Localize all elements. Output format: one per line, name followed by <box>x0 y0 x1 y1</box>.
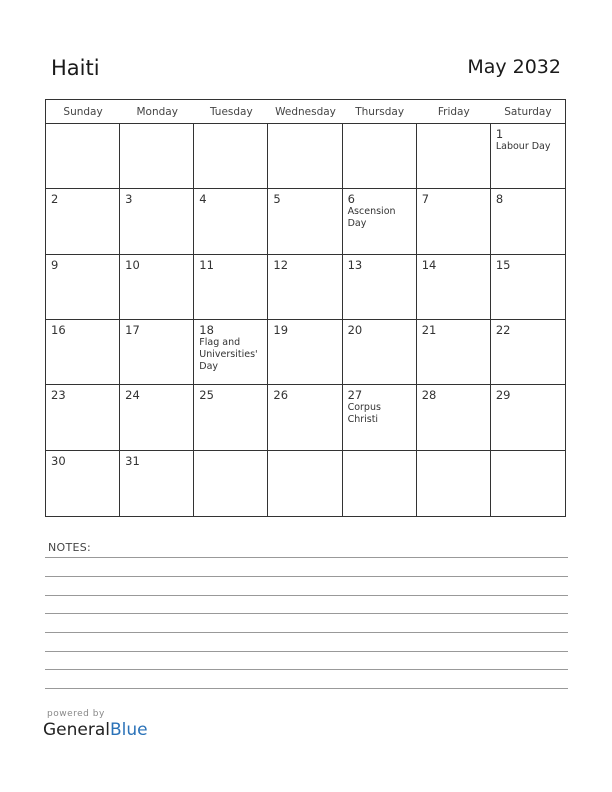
day-number: 26 <box>273 388 289 403</box>
day-cell <box>491 385 565 450</box>
powered-by-text: powered by <box>47 709 105 719</box>
day-number: 9 <box>51 257 59 272</box>
day-cell <box>491 255 565 320</box>
day-number: 27 <box>347 388 363 403</box>
day-number: 1 <box>495 127 504 141</box>
day-cell <box>343 320 417 385</box>
day-cell <box>120 451 194 516</box>
weekday-header: Saturday <box>491 100 565 124</box>
notes-line <box>45 688 568 689</box>
day-number: 20 <box>347 323 363 337</box>
day-number: 4 <box>199 192 207 207</box>
day-cell <box>120 255 194 320</box>
day-number: 7 <box>421 192 430 207</box>
brand-blue: Blue <box>110 720 148 740</box>
day-cell <box>268 189 342 254</box>
day-number: 25 <box>199 388 214 403</box>
day-cell <box>268 385 342 450</box>
day-number: 6 <box>347 192 355 207</box>
day-cell <box>417 124 491 189</box>
day-number: 15 <box>495 257 511 272</box>
notes-line <box>45 632 568 633</box>
day-number: 29 <box>495 388 511 403</box>
day-cell <box>417 451 491 516</box>
day-cell <box>491 451 565 516</box>
day-number: 30 <box>51 453 66 468</box>
day-cell <box>46 255 120 320</box>
day-number: 24 <box>125 388 140 403</box>
day-number: 28 <box>421 388 437 403</box>
day-cell <box>194 124 268 189</box>
day-cell <box>194 451 268 516</box>
day-cell <box>268 451 342 516</box>
day-cell <box>268 255 342 320</box>
notes-line <box>45 651 568 652</box>
day-cell <box>46 451 120 516</box>
brand-general: General <box>43 720 110 740</box>
day-cell <box>417 189 491 254</box>
weekday-header: Friday <box>417 100 491 124</box>
day-cell <box>46 385 120 450</box>
day-cell <box>417 255 491 320</box>
month-title: May 2032 <box>467 56 561 78</box>
day-cell <box>46 189 120 254</box>
weekday-header: Wednesday <box>268 100 342 124</box>
day-cell <box>268 320 342 385</box>
calendar-grid <box>45 99 566 517</box>
holiday-label: Corpus Christi <box>347 402 381 426</box>
day-number: 10 <box>125 257 140 272</box>
day-cell <box>194 189 268 254</box>
day-number: 31 <box>125 453 140 468</box>
day-cell <box>194 385 268 450</box>
day-cell <box>343 124 417 189</box>
day-cell <box>120 124 194 189</box>
day-number: 12 <box>273 257 289 272</box>
holiday-label: Labour Day <box>495 141 551 152</box>
holiday-label: Flag and Universities' Day <box>199 337 258 372</box>
day-number: 23 <box>51 388 66 403</box>
notes-line <box>45 669 568 670</box>
notes-line <box>45 557 568 558</box>
day-cell <box>491 320 565 385</box>
notes-line <box>45 576 568 577</box>
holiday-label: Ascension Day <box>347 206 396 230</box>
day-cell <box>120 320 194 385</box>
day-number: 13 <box>347 257 363 272</box>
day-number: 21 <box>421 323 437 337</box>
day-number: 16 <box>51 323 66 337</box>
day-cell <box>46 124 120 189</box>
day-number: 5 <box>273 192 281 207</box>
generalblue-logo <box>43 720 148 740</box>
day-number: 18 <box>199 323 214 337</box>
day-cell <box>194 255 268 320</box>
day-cell <box>417 320 491 385</box>
notes-label: NOTES: <box>48 541 92 554</box>
day-cell <box>343 255 417 320</box>
day-cell <box>120 189 194 254</box>
weekday-header: Monday <box>120 100 194 124</box>
country-title: Haiti <box>51 56 100 80</box>
notes-line <box>45 613 568 614</box>
day-number: 19 <box>273 323 289 337</box>
day-cell <box>120 385 194 450</box>
day-cell <box>491 124 565 189</box>
notes-line <box>45 595 568 596</box>
day-number: 22 <box>495 323 511 337</box>
day-cell <box>343 189 417 254</box>
weekday-header: Sunday <box>46 100 120 124</box>
day-number: 3 <box>125 192 133 207</box>
day-number: 8 <box>495 192 504 207</box>
day-number: 11 <box>199 257 214 272</box>
day-cell <box>491 189 565 254</box>
day-number: 2 <box>51 192 59 207</box>
day-cell <box>194 320 268 385</box>
day-cell <box>343 451 417 516</box>
day-cell <box>46 320 120 385</box>
day-cell <box>343 385 417 450</box>
day-number: 17 <box>125 323 140 337</box>
day-number: 14 <box>421 257 437 272</box>
weekday-header: Thursday <box>343 100 417 124</box>
day-cell <box>268 124 342 189</box>
weekday-header: Tuesday <box>194 100 268 124</box>
day-cell <box>417 385 491 450</box>
